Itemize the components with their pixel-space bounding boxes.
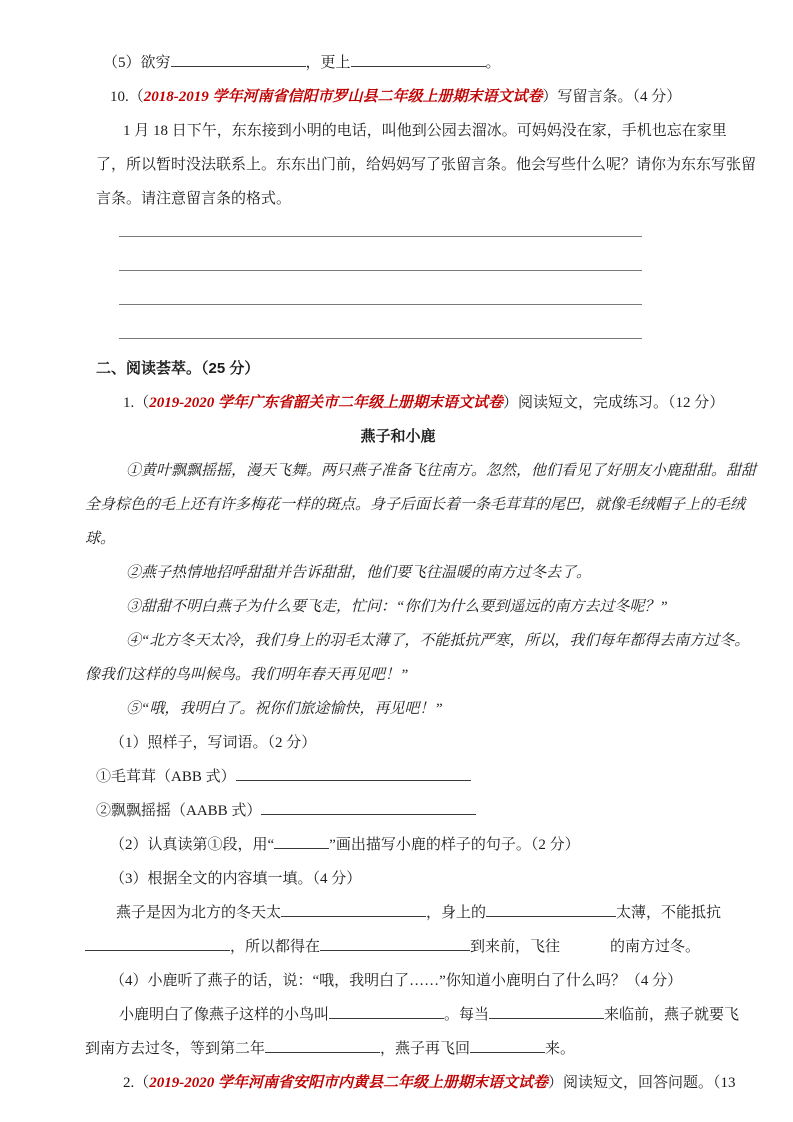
q10-prompt-line-3 xyxy=(96,182,793,216)
q10-header-line xyxy=(110,80,793,114)
reading-1-q1-item2-line xyxy=(96,794,793,828)
passage-para1-line-2 xyxy=(85,488,793,522)
passage-para2-line-1 xyxy=(126,556,793,590)
text-run: ，所以都得在 xyxy=(230,939,321,955)
text-run: 言条。请注意留言条的格式。 xyxy=(96,191,292,207)
fill-in-blank-line xyxy=(171,51,306,67)
text-run: 小鹿明白了像燕子这样的小鸟叫 xyxy=(119,1007,330,1023)
fill-in-blank-line xyxy=(329,1003,444,1019)
text-run: （3）根据全文的内容填一填。（4 分） xyxy=(110,871,362,887)
text-run: 的南方过冬。 xyxy=(610,939,701,955)
text-run: ②飘飘摇摇（AABB 式） xyxy=(96,803,262,819)
q10-prompt-line-1 xyxy=(123,114,793,148)
text-run: 2.（ xyxy=(123,1075,150,1091)
exam-source-reference: 2018-2019 学年河南省信阳市罗山县二年级上册期末语文试卷 xyxy=(143,89,543,105)
reading-1-q4-fill-line-2 xyxy=(85,1032,793,1066)
reading-1-header-line xyxy=(123,386,793,420)
text-run: 了，所以暂时没法联系上。东东出门前，给妈妈写了张留言条。他会写些什么呢？请你为东东写张留 xyxy=(96,157,757,173)
passage-para1-line-3 xyxy=(85,522,793,556)
text-run: （4）小鹿听了燕子的话，说：“哦，我明白了……”你知道小鹿明白了什么吗？（4 分） xyxy=(110,973,683,989)
text-run: 全身棕色的毛上还有许多梅花一样的斑点。身子后面长着一条毛茸茸的尾巴，就像毛绒帽子上的毛绒 xyxy=(85,497,746,513)
note-writing-line-2 xyxy=(119,250,793,284)
text-run: ⑤“哦，我明白了。祝你们旅途愉快，再见吧！” xyxy=(126,701,443,717)
text-run: ）阅读短文，回答问题。（13 xyxy=(548,1075,736,1091)
text-run: ）阅读短文，完成练习。（12 分） xyxy=(503,395,725,411)
passage-title xyxy=(96,420,700,454)
fill-in-blank-line xyxy=(261,799,476,815)
text-run: 燕子和小鹿 xyxy=(360,428,436,445)
text-run: 1 月 18 日下午，东东接到小明的电话，叫他到公园去溜冰。可妈妈没在家，手机也忘在家里 xyxy=(123,123,727,139)
fill-in-blank-line xyxy=(265,1037,380,1053)
reading-1-q2-line xyxy=(110,828,793,862)
text-run: 。每当 xyxy=(444,1007,490,1023)
text-run: 1.（ xyxy=(123,395,150,411)
text-run: 燕子是因为北方的冬天太 xyxy=(116,905,282,921)
note-writing-line-1 xyxy=(119,216,793,250)
reading-1-q3-line xyxy=(110,862,793,896)
fill-in-blank-line xyxy=(85,935,230,951)
exam-source-reference: 2019-2020 学年河南省安阳市内黄县二年级上册期末语文试卷 xyxy=(149,1075,549,1091)
fill-in-blank-line xyxy=(470,1037,545,1053)
fill-in-blank-line xyxy=(351,51,486,67)
fill-in-blank-line xyxy=(486,901,616,917)
fill-in-blank-line xyxy=(119,255,642,271)
text-run: ①黄叶飘飘摇摇，漫天飞舞。两只燕子准备飞往南方。忽然，他们看见了好朋友小鹿甜甜。甜甜 xyxy=(126,463,757,479)
text-run: ④“北方冬天太冷，我们身上的羽毛太薄了，不能抵抗严寒，所以，我们每年都得去南方过冬。 xyxy=(126,633,750,649)
text-run: 球。 xyxy=(85,531,116,547)
fill-in-blank-line xyxy=(119,289,642,305)
reading-2-header-line xyxy=(123,1066,793,1100)
reading-1-q3-fill-line-2 xyxy=(85,930,793,964)
passage-para5-line-1 xyxy=(126,692,793,726)
fill-in-blank-line xyxy=(236,765,471,781)
fill-in-blank-line xyxy=(320,935,470,951)
text-run: ①毛茸茸（ABB 式） xyxy=(96,769,236,785)
exam-source-reference: 2019-2020 学年广东省韶关市二年级上册期末语文试卷 xyxy=(149,395,504,411)
text-run: 太薄，不能抵抗 xyxy=(616,905,722,921)
text-run: 10.（ xyxy=(110,89,144,105)
reading-1-q1-item1-line xyxy=(96,760,793,794)
note-writing-line-4 xyxy=(119,318,793,352)
q5-poem-fill-line xyxy=(103,46,793,80)
reading-1-q4-line xyxy=(110,964,793,998)
text-run: ，身上的 xyxy=(426,905,487,921)
fill-in-blank-line xyxy=(119,323,642,339)
passage-para4-line-2 xyxy=(85,658,793,692)
text-run: 到来前，飞往 xyxy=(470,939,561,955)
text-run: 。 xyxy=(485,55,501,71)
text-run: ③甜甜不明白燕子为什么要飞走，忙问：“你们为什么要到遥远的南方去过冬呢？” xyxy=(126,599,668,615)
text-run: 像我们这样的鸟叫候鸟。我们明年春天再见吧！” xyxy=(85,667,409,683)
text-run: （5）欲穷 xyxy=(103,55,171,71)
text-run: （2）认真读第①段，用“ xyxy=(110,837,275,853)
text-run: ，燕子再飞回 xyxy=(380,1041,471,1057)
text-run: ）写留言条。（4 分） xyxy=(542,89,682,105)
fill-in-blank-line xyxy=(119,221,642,237)
note-writing-line-3 xyxy=(119,284,793,318)
text-run: ②燕子热情地招呼甜甜并告诉甜甜，他们要飞往温暖的南方过冬去了。 xyxy=(126,565,592,581)
fill-in-blank-line xyxy=(274,833,329,849)
text-run: 二、阅读荟萃。（25 分） xyxy=(96,360,260,377)
text-run: 来临前，燕子就要飞 xyxy=(604,1007,740,1023)
text-run: 到南方去过冬，等到第二年 xyxy=(85,1041,266,1057)
passage-para4-line-1 xyxy=(126,624,793,658)
passage-para3-line-1 xyxy=(126,590,793,624)
reading-1-q3-fill-line-1 xyxy=(116,896,793,930)
section-2-heading xyxy=(96,352,793,386)
reading-1-q4-fill-line-1 xyxy=(119,998,793,1032)
passage-para1-line-1 xyxy=(126,454,793,488)
fill-in-blank-line xyxy=(281,901,426,917)
text-run: （1）照样子，写词语。（2 分） xyxy=(110,735,317,751)
fill-in-blank-line xyxy=(489,1003,604,1019)
text-run: ”画出描写小鹿的样子的句子。（2 分） xyxy=(329,837,580,853)
spacer-gap xyxy=(560,936,610,951)
q10-prompt-line-2 xyxy=(96,148,793,182)
text-run: 来。 xyxy=(545,1041,576,1057)
reading-1-q1-line xyxy=(110,726,793,760)
text-run: ，更上 xyxy=(305,55,351,71)
